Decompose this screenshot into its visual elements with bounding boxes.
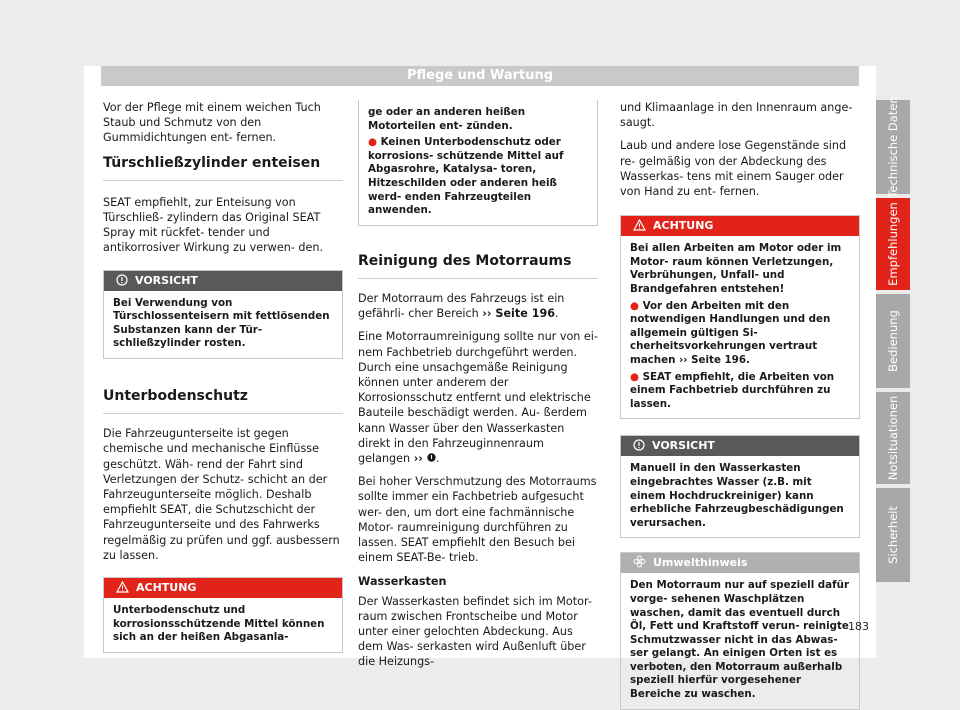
paragraph-text: Eine Motorraumreinigung sollte nur von ei- nem Fachbetrieb durchgeführt werden. Durch eine unsachgemäße Reinigung können unter anderem der Korrosionsschutz entfernt und elektrische Bauteile beschädigt werden. Au- ßerdem kann Wasser über den Wasserkasten direkt in den Fahrzeuginnenraum gelangen bbox=[358, 330, 598, 465]
warning-text: Bei allen Arbeiten am Motor oder im Motor- raum können Verletzungen, Verbrühungen, Unfall- und Brandgefahren entstehen! bbox=[630, 242, 842, 295]
warning-triangle-icon bbox=[633, 219, 646, 231]
tab-label: Bedienung bbox=[886, 310, 900, 372]
caution-box bbox=[620, 435, 860, 538]
info-circle-icon bbox=[633, 439, 645, 451]
tab-label: Technische Daten bbox=[886, 96, 900, 198]
paragraph: Bei hoher Verschmutzung des Motorraums sollte immer ein Fachbetrieb aufgesucht wer- den, um dort eine fachmännische Motor- raumreinigung durchführen zu lassen. SEAT empfiehlt den Besuch bei einem SEAT-Be- trieb. bbox=[358, 475, 597, 565]
warning-bullet: ● Vor den Arbeiten mit den notwendigen Handlungen und den allgemein gültigen Si- cherheitsvorkehrungen vertraut machen ›› Seite 196. bbox=[630, 299, 831, 366]
tab-label: Empfehlungen bbox=[886, 202, 900, 286]
section-heading: Türschließzylinder enteisen bbox=[103, 156, 343, 181]
warning-title: ACHTUNG bbox=[136, 581, 197, 595]
section-heading: Reinigung des Motorraums bbox=[358, 254, 598, 279]
paragraph: Eine Motorraumreinigung sollte nur von ei- nem Fachbetrieb durchgeführt werden. Durch eine unsachgemäße Reinigung können unter anderem der Korrosionsschutz entfernt und elektrische Bauteile beschädigt werden. Au- ßerdem kann Wasser über den Wasserkasten direkt in den Fahrzeuginnenraum gelangen ›› . bbox=[358, 330, 598, 465]
warning-bullet-text: SEAT empfiehlt, die Arbeiten von einem Fachbetrieb durchführen zu lassen. bbox=[630, 370, 835, 410]
flower-icon bbox=[633, 555, 646, 568]
environment-text: Den Motorraum nur auf speziell dafür vorge- sehenen Waschplätzen waschen, damit das eventuell durch Öl, Fett und Kraftstoff verun- reinigte Schmutzwasser nicht in das Abwas- ser gelangt. An einigen Orten ist es verboten, den Motorraum außerhalb speziell hierfür vorgesehener Bereiche zu waschen. bbox=[630, 579, 850, 701]
paragraph: SEAT empfiehlt, zur Enteisung von Türschließ- zylindern das Original SEAT Spray mit rückfet- tender und antikorrosiver Wirkung zu verwen- den. bbox=[103, 195, 324, 255]
caution-box-header bbox=[621, 436, 859, 456]
caution-title: VORSICHT bbox=[135, 273, 198, 287]
caution-box bbox=[103, 270, 343, 359]
paragraph: Vor der Pflege mit einem weichen Tuch Staub und Schmutz von den Gummidichtungen ent- fernen. bbox=[103, 101, 321, 145]
warning-bullet-text: Keinen Unterbodenschutz oder korrosions- schützende Mittel auf Abgasrohre, Katalysa- toren, Hitzeschilden oder anderen heiß werd- enden Fahrzeugteilen anwenden. bbox=[368, 136, 564, 217]
paragraph-text: Der Motorraum des Fahrzeugs ist ein gefährli- cher Bereich bbox=[358, 291, 565, 321]
warning-triangle-icon bbox=[116, 581, 129, 593]
tab-notsituationen[interactable] bbox=[876, 392, 910, 484]
tab-empfehlungen[interactable] bbox=[876, 198, 910, 290]
caution-box-header bbox=[104, 271, 342, 291]
warning-box bbox=[103, 577, 343, 653]
page-reference-link[interactable]: ›› bbox=[413, 451, 427, 465]
column-1 bbox=[103, 100, 343, 653]
bullet-icon: ● bbox=[368, 136, 381, 149]
warning-title: ACHTUNG bbox=[653, 219, 714, 233]
page-header: Pflege und Wartung bbox=[101, 66, 859, 86]
environment-box bbox=[620, 552, 860, 709]
environment-box-header bbox=[621, 553, 859, 573]
column-2 bbox=[358, 100, 598, 678]
paragraph: Der Motorraum des Fahrzeugs ist ein gefährli- cher Bereich ›› Seite 196. bbox=[358, 291, 565, 321]
caution-text: Manuell in den Wasserkasten eingebrachtes Wasser (z.B. mit einem Hochdruckreiniger) kann erhebliche Fahrzeugbeschädigungen verursachen. bbox=[630, 462, 844, 529]
environment-title: Umwelthinweis bbox=[653, 556, 748, 570]
paragraph: und Klimaanlage in den Innenraum ange- saugt. bbox=[620, 101, 853, 130]
paragraph: Laub und andere lose Gegenstände sind re- gelmäßig von der Abdeckung des Wasserkas- tens mit einem Sauger oder von Hand zu ent- fernen. bbox=[620, 139, 847, 199]
warning-box-continued bbox=[358, 100, 598, 226]
tab-label: Notsituationen bbox=[886, 395, 900, 481]
caution-title: VORSICHT bbox=[652, 439, 715, 453]
caution-text: Bei Verwendung von Türschlossenteisern mit fettlösenden Substanzen kann der Tür- schließzylinder rosten. bbox=[113, 296, 330, 350]
section-heading: Unterbodenschutz bbox=[103, 389, 343, 414]
subheading: Wasserkasten bbox=[358, 575, 447, 589]
paragraph: Der Wasserkasten befindet sich im Motor- raum zwischen Frontscheibe und Motor unter einer gelochten Abdeckung. Aus dem Was- serkasten wird Außenluft über die Heizungs- bbox=[358, 594, 592, 669]
page-reference-link[interactable]: ›› Seite 196 bbox=[679, 353, 747, 366]
tab-sicherheit[interactable] bbox=[876, 488, 910, 582]
tab-technische-daten[interactable] bbox=[876, 96, 910, 198]
info-circle-icon bbox=[116, 274, 128, 286]
warning-box-header bbox=[104, 578, 342, 598]
bullet-icon: ● bbox=[630, 299, 643, 312]
paragraph: Die Fahrzeugunterseite ist gegen chemische und mechanische Einflüsse geschützt. Wäh- rend der Fahrt sind Verletzungen der Schutz- schicht an der Fahrzeugunterseite möglich. Deshalb empfiehlt SEAT, die Schutzschicht der Fahrzeugunterseite und des Fahrwerks regelmäßig zu prüfen und ggf. ausbessern zu lassen. bbox=[103, 427, 340, 562]
warning-box-header bbox=[621, 216, 859, 236]
tab-bedienung[interactable] bbox=[876, 294, 910, 388]
warning-text: Unterbodenschutz und korrosionsschützende Mittel können sich an der heißen Abgasanla- bbox=[113, 604, 325, 644]
warning-box bbox=[620, 215, 860, 419]
warning-bullet bbox=[368, 136, 588, 218]
tab-label: Sicherheit bbox=[886, 506, 900, 564]
column-3 bbox=[620, 100, 860, 710]
page-number: 183 bbox=[848, 620, 869, 633]
warning-bullet-text: Vor den Arbeiten mit den notwendigen Handlungen und den allgemein gültigen Si- cherheitsvorkehrungen vertraut machen bbox=[630, 299, 831, 366]
bullet-icon: ● bbox=[630, 370, 643, 383]
warning-text: ge oder an anderen heißen Motorteilen ent- zünden. bbox=[368, 106, 526, 132]
page-reference-link[interactable]: ›› Seite 196 bbox=[482, 307, 556, 321]
info-dot-icon bbox=[427, 452, 436, 463]
warning-bullet bbox=[630, 371, 850, 412]
